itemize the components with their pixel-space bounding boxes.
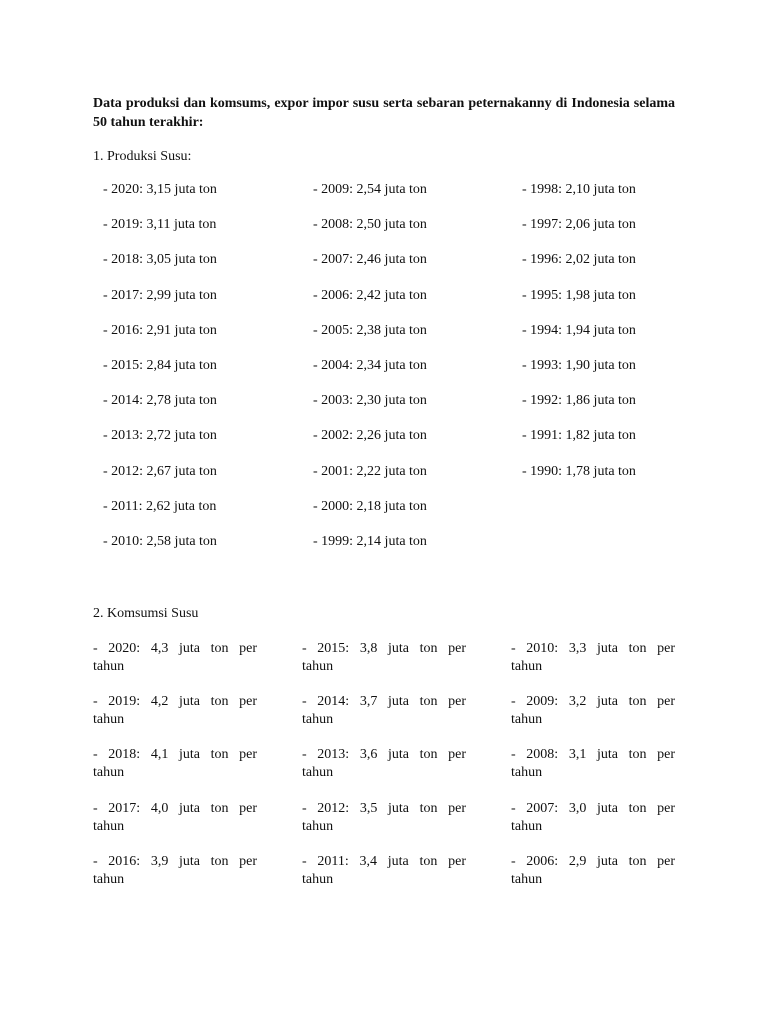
konsumsi-item-unit: tahun: [302, 659, 334, 674]
konsumsi-item: [302, 640, 466, 693]
produksi-item: - 2010: 2,58 juta ton: [103, 533, 217, 549]
konsumsi-item: [302, 800, 466, 853]
konsumsi-item-value: - 2019: 4,2 juta ton per: [93, 694, 257, 710]
produksi-item: - 2011: 2,62 juta ton: [103, 498, 217, 514]
konsumsi-column-2: [302, 640, 466, 906]
konsumsi-item-unit: tahun: [93, 712, 125, 728]
konsumsi-column-1: [93, 640, 257, 906]
konsumsi-item-value: - 2011: 3,4 juta ton per: [302, 853, 466, 869]
konsumsi-item: [511, 853, 675, 906]
produksi-item: - 2006: 2,42 juta ton: [313, 287, 427, 303]
produksi-item: - 1997: 2,06 juta ton: [522, 217, 636, 233]
produksi-item: - 2004: 2,34 juta ton: [313, 357, 427, 373]
konsumsi-item: [93, 746, 257, 799]
produksi-item: - 2014: 2,78 juta ton: [103, 393, 217, 409]
konsumsi-item: [93, 800, 257, 853]
konsumsi-item: [93, 853, 257, 906]
konsumsi-item-unit: tahun: [302, 765, 334, 781]
konsumsi-item-unit: tahun: [302, 818, 334, 834]
konsumsi-item-value: - 2009: 3,2 juta ton per: [511, 694, 675, 710]
konsumsi-item-unit: tahun: [302, 871, 334, 887]
konsumsi-item-value: - 2018: 4,1 juta ton per: [93, 747, 257, 763]
konsumsi-item: [302, 693, 466, 746]
konsumsi-item: [302, 853, 466, 906]
konsumsi-item-value: - 2016: 3,9 juta ton per: [93, 853, 257, 869]
produksi-item: - 2009: 2,54 juta ton: [313, 182, 427, 197]
produksi-item: - 2007: 2,46 juta ton: [313, 252, 427, 268]
produksi-item: - 2019: 3,11 juta ton: [103, 217, 217, 233]
konsumsi-item-unit: tahun: [511, 712, 543, 728]
produksi-item: - 1999: 2,14 juta ton: [313, 533, 427, 549]
produksi-item: - 1995: 1,98 juta ton: [522, 287, 636, 303]
konsumsi-item-unit: tahun: [302, 712, 334, 728]
konsumsi-item-value: - 2007: 3,0 juta ton per: [511, 800, 675, 816]
konsumsi-item-unit: tahun: [511, 871, 543, 887]
konsumsi-column-3: [511, 640, 675, 906]
produksi-item: - 2008: 2,50 juta ton: [313, 217, 427, 233]
konsumsi-item-value: - 2015: 3,8 juta ton per: [302, 641, 466, 656]
produksi-item: - 1991: 1,82 juta ton: [522, 428, 636, 444]
produksi-column-1: [103, 181, 303, 568]
konsumsi-item: [93, 693, 257, 746]
produksi-item: - 2018: 3,05 juta ton: [103, 252, 217, 268]
konsumsi-item-value: - 2012: 3,5 juta ton per: [302, 800, 466, 816]
produksi-item: - 2016: 2,91 juta ton: [103, 322, 217, 338]
konsumsi-item-unit: tahun: [511, 765, 543, 781]
konsumsi-item-value: - 2017: 4,0 juta ton per: [93, 800, 257, 816]
produksi-item: - 1998: 2,10 juta ton: [522, 182, 636, 197]
document-title: Data produksi dan komsums, expor impor susu serta sebaran peternakanny di Indonesia selama 50 tahun terakhir:: [93, 96, 675, 130]
konsumsi-item-unit: tahun: [511, 659, 543, 674]
konsumsi-item: [511, 746, 675, 799]
konsumsi-item-value: - 2006: 2,9 juta ton per: [511, 853, 675, 869]
konsumsi-item-value: - 2008: 3,1 juta ton per: [511, 747, 675, 763]
produksi-item: - 1992: 1,86 juta ton: [522, 393, 636, 409]
produksi-item: - 1993: 1,90 juta ton: [522, 357, 636, 373]
produksi-item: - 2002: 2,26 juta ton: [313, 428, 427, 444]
produksi-item: - 2000: 2,18 juta ton: [313, 498, 427, 514]
konsumsi-item-unit: tahun: [93, 659, 125, 674]
konsumsi-item: [511, 640, 675, 693]
konsumsi-item: [511, 800, 675, 853]
produksi-item: - 2020: 3,15 juta ton: [103, 182, 217, 197]
konsumsi-item-unit: tahun: [511, 818, 543, 834]
produksi-item: - 1996: 2,02 juta ton: [522, 252, 636, 268]
produksi-item: - 2001: 2,22 juta ton: [313, 463, 427, 479]
konsumsi-item-value: - 2014: 3,7 juta ton per: [302, 694, 466, 710]
konsumsi-item-unit: tahun: [93, 871, 125, 887]
produksi-heading: 1. Produksi Susu:: [93, 149, 192, 164]
konsumsi-item-unit: tahun: [93, 818, 125, 834]
produksi-item: - 2017: 2,99 juta ton: [103, 287, 217, 303]
produksi-column-2: [313, 181, 513, 568]
produksi-item: - 2005: 2,38 juta ton: [313, 322, 427, 338]
konsumsi-heading: 2. Komsumsi Susu: [93, 606, 199, 621]
produksi-item: - 1990: 1,78 juta ton: [522, 463, 636, 479]
produksi-item: - 2013: 2,72 juta ton: [103, 428, 217, 444]
konsumsi-item: [93, 640, 257, 693]
konsumsi-item-value: - 2013: 3,6 juta ton per: [302, 747, 466, 763]
produksi-column-3: [522, 181, 722, 498]
produksi-item: - 1994: 1,94 juta ton: [522, 322, 636, 338]
produksi-item: - 2012: 2,67 juta ton: [103, 463, 217, 479]
konsumsi-item-value: - 2010: 3,3 juta ton per: [511, 641, 675, 656]
konsumsi-item-value: - 2020: 4,3 juta ton per: [93, 641, 257, 656]
produksi-item: - 2003: 2,30 juta ton: [313, 393, 427, 409]
konsumsi-item-unit: tahun: [93, 765, 125, 781]
produksi-item: - 2015: 2,84 juta ton: [103, 357, 217, 373]
konsumsi-item: [302, 746, 466, 799]
konsumsi-item: [511, 693, 675, 746]
